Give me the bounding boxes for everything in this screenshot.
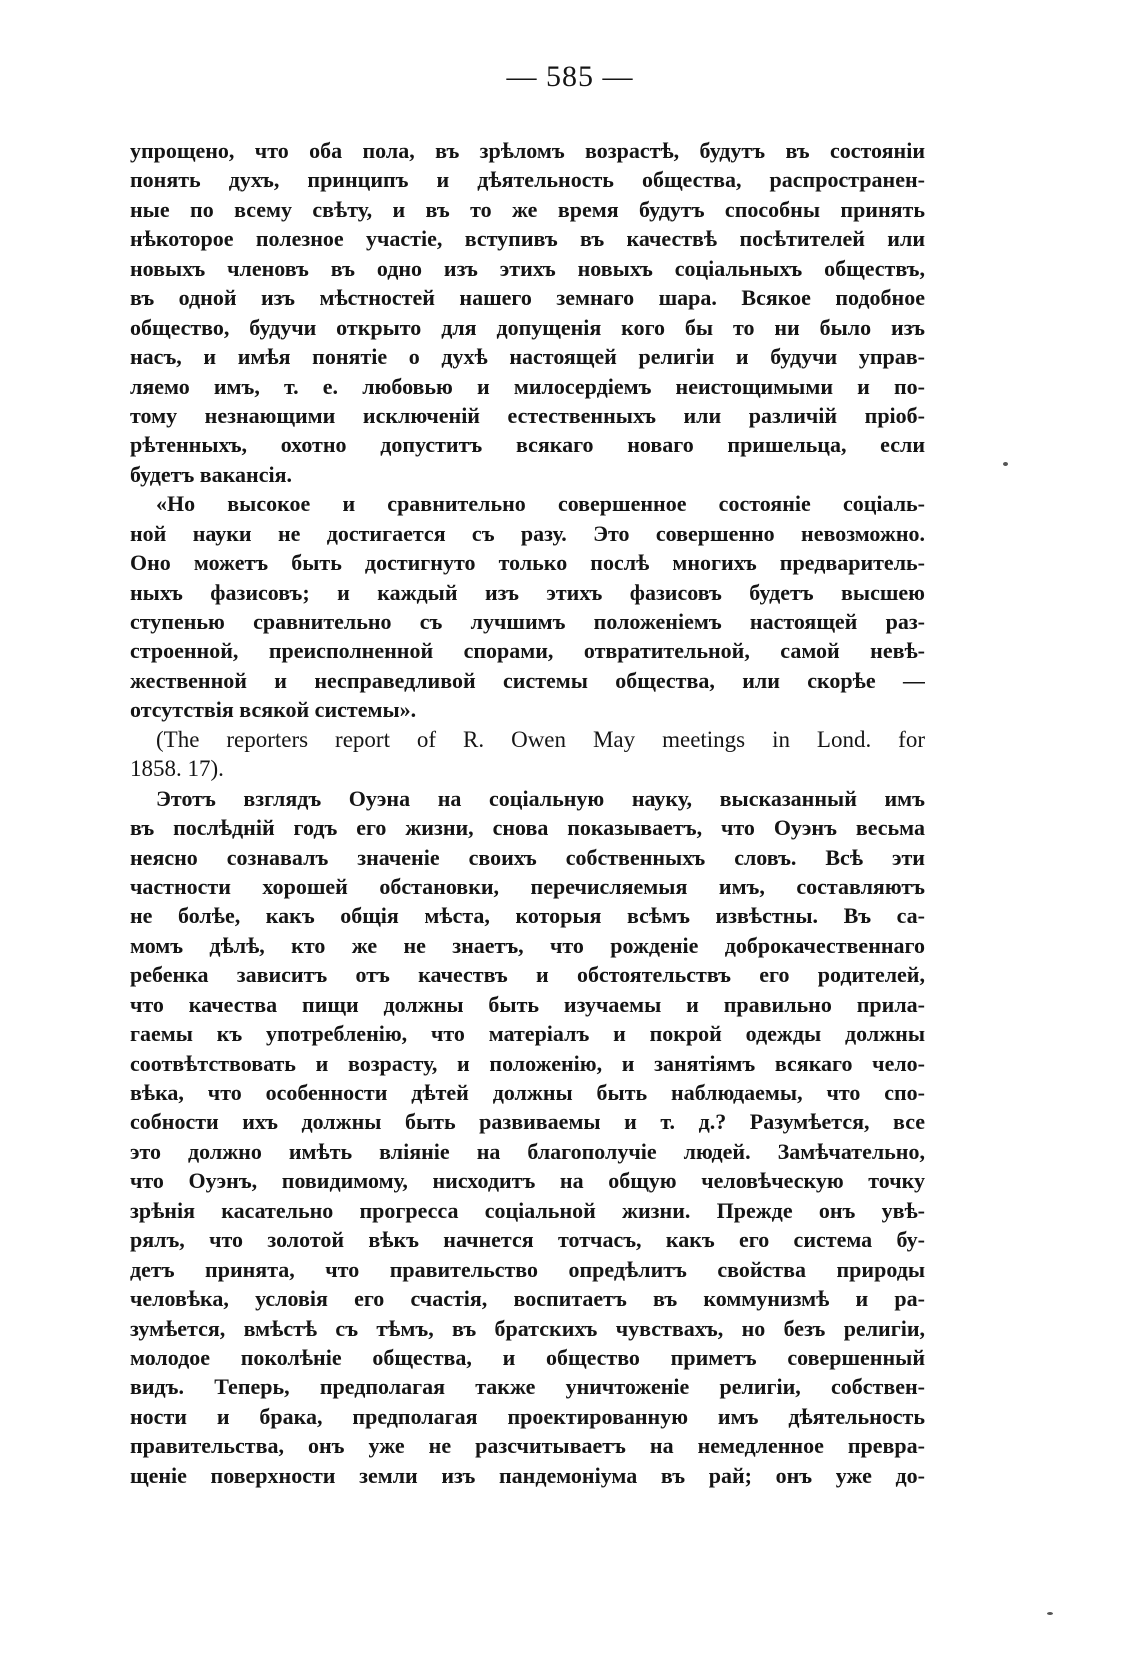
text-line: что Оуэнъ, повидимому, нисходитъ на общую человѣческую точку	[130, 1168, 925, 1194]
text-line: вѣка, что особенности дѣтей должны быть наблюдаемы, что спо-	[130, 1080, 925, 1105]
text-line: новыхъ членовъ въ одно изъ этихъ новыхъ соцiальныхъ обществъ,	[130, 255, 925, 281]
text-line: рялъ, что золотой вѣкъ начнется тотчасъ, какъ его система бу-	[130, 1227, 925, 1253]
text-line: общество, будучи открыто для допущенiя кого бы то ни было изъ	[130, 314, 925, 340]
text-line: неясно сознавалъ значенiе своихъ собственныхъ словъ. Всѣ эти	[130, 844, 925, 870]
page-number: — 585 —	[506, 60, 634, 93]
text-line: собности ихъ должны быть развиваемы и т. д.? Разумѣется, все	[130, 1109, 925, 1135]
text-line: ребенка зависитъ отъ качествъ и обстоятельствъ его родителей,	[130, 962, 925, 988]
citation-line: (The reporters report of R. Owen May meetings in Lond. for	[156, 726, 925, 752]
text-line: ной науки не достигается съ разу. Это совершенно невозможно.	[130, 520, 925, 546]
text-line: момъ дѣлѣ, кто же не знаетъ, что рожденiе доброкачественнаго	[130, 932, 925, 958]
text-line: будетъ вакансiя.	[130, 461, 292, 487]
text-line: гаемы къ употребленiю, что матерiалъ и покрой одежды должны	[130, 1021, 925, 1047]
text-line: тому незнающими исключенiй естественныхъ или различiй прiоб-	[130, 402, 925, 428]
text-line: Этотъ взглядъ Оуэна на соцiальную науку, высказанный имъ	[156, 785, 925, 811]
text-line: нѣкоторое полезное участiе, вступивъ въ качествѣ посѣтителей или	[130, 226, 925, 252]
text-line: строенной, преисполненной спорами, отвратительной, самой невѣ-	[130, 638, 925, 664]
text-line: это должно имѣть влiянiе на благополучiе людей. Замѣчательно,	[130, 1138, 925, 1164]
text-line: частности хорошей обстановки, перечисляемыя имъ, составляютъ	[130, 873, 925, 899]
text-line: жественной и несправедливой системы общества, или скорѣе —	[130, 667, 925, 693]
text-line: ляемо имъ, т. е. любовью и милосердiемъ неистощимыми и по-	[130, 373, 925, 399]
text-line: правительства, онъ уже не разсчитываетъ на немедленное превра-	[130, 1433, 925, 1459]
text-line: не болѣе, какъ общiя мѣста, которыя всѣмъ извѣстны. Въ са-	[130, 903, 925, 929]
text-line: «Но высокое и сравнительно совершенное состоянiе соцiаль-	[156, 491, 925, 517]
text-line: упрощено, что оба пола, въ зрѣломъ возрастѣ, будутъ въ состоянiи	[130, 138, 925, 163]
scan-speck	[1003, 462, 1008, 466]
text-line: понять духъ, принципъ и дѣятельность общества, распространен-	[130, 167, 925, 193]
text-line: ности и брака, предполагая проектированную имъ дѣятельность	[130, 1403, 925, 1429]
text-line: рѣтенныхъ, охотно допуститъ всякаго новаго пришельца, если	[130, 432, 925, 458]
text-line: молодое поколѣнiе общества, и общество приметъ совершенный	[130, 1344, 925, 1370]
text-line: ныхъ фазисовъ; и каждый изъ этихъ фазисовъ будетъ высшею	[130, 579, 925, 605]
text-line: соотвѣтствовать и возрасту, и положенiю, и занятiямъ всякаго чело-	[130, 1050, 925, 1076]
text-line: человѣка, условiя его счастiя, воспитаетъ въ коммунизмѣ и ра-	[130, 1286, 925, 1312]
scan-speck	[1047, 1612, 1053, 1615]
text-line: детъ принята, что правительство опредѣлитъ свойства природы	[130, 1256, 925, 1282]
text-line: въ одной изъ мѣстностей нашего земнаго шара. Всякое подобное	[130, 285, 925, 311]
body-text	[130, 136, 925, 1490]
text-line: зрѣнiя касательно прогресса соцiальной жизни. Прежде онъ увѣ-	[130, 1197, 925, 1223]
text-line: что качества пищи должны быть изучаемы и правильно прила-	[130, 991, 925, 1017]
text-line: щенiе поверхности земли изъ пандемонiума въ рай; онъ уже до-	[130, 1462, 925, 1488]
text-line: зумѣется, вмѣстѣ съ тѣмъ, въ братскихъ чувствахъ, но безъ религiи,	[130, 1315, 925, 1341]
text-line: ные по всему свѣту, и въ то же время будутъ способны принять	[130, 196, 925, 222]
text-line: видъ. Теперь, предполагая также уничтоженiе религiи, собствен-	[130, 1374, 925, 1400]
citation-line: 1858. 17).	[130, 756, 224, 782]
text-line: въ послѣднiй годъ его жизни, снова показываетъ, что Оуэнъ весьма	[130, 815, 925, 841]
text-line: ступенью сравнительно съ лучшимъ положенiемъ настоящей раз-	[130, 609, 925, 634]
text-line: насъ, и имѣя понятiе о духѣ настоящей религiи и будучи управ-	[130, 344, 925, 370]
text-line: отсутствiя всякой системы».	[130, 697, 417, 723]
text-line: Оно можетъ быть достигнуто только послѣ многихъ предваритель-	[130, 550, 925, 576]
